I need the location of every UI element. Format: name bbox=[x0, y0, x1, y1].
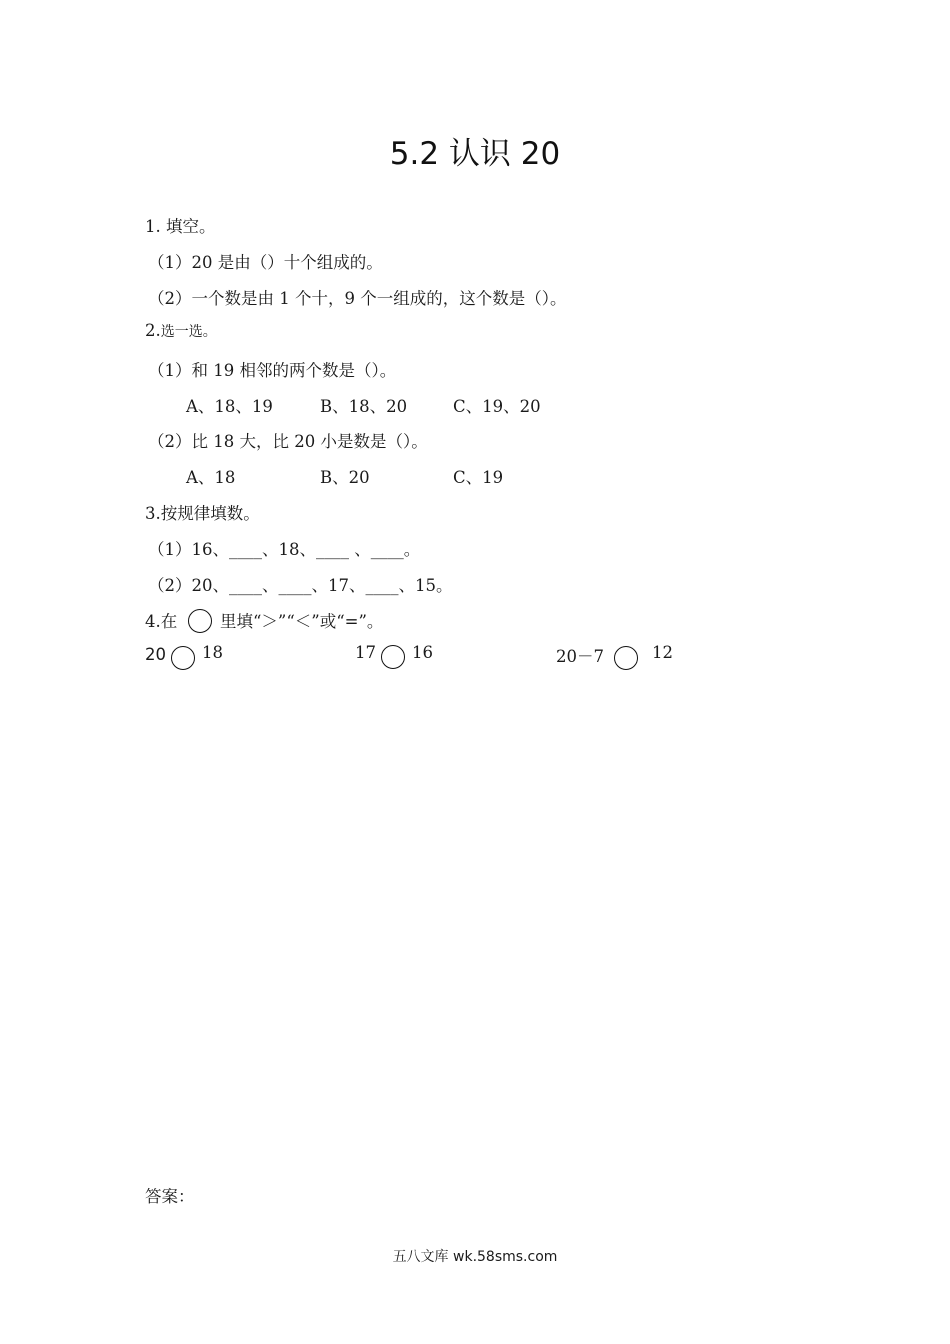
q3-item-2: （2）20、____、____、17、____、15。 bbox=[148, 576, 453, 595]
q4-pair-3-right: 12 bbox=[652, 643, 673, 662]
q4-pair-3-left: 20－7 bbox=[556, 647, 604, 666]
q4-heading-prefix: 4.在 bbox=[145, 612, 178, 631]
q2-instruction: 选一选。 bbox=[160, 324, 217, 340]
q1-item-2: （2）一个数是由 1 个十，9 个一组成的，这个数是（）。 bbox=[148, 289, 567, 308]
q2-item-2-option-b: B、20 bbox=[320, 468, 370, 487]
q4-pair-3-blank-circle[interactable] bbox=[614, 646, 638, 670]
q1-heading: 1. 填空。 bbox=[145, 217, 216, 236]
q4-pair-1-left: 20 bbox=[145, 645, 166, 664]
comparison-circle-icon bbox=[188, 609, 212, 633]
answers-label: 答案： bbox=[145, 1187, 195, 1206]
q4-pair-1-right: 18 bbox=[202, 643, 223, 662]
q2-item-1-option-a: A、18、19 bbox=[186, 397, 273, 416]
q3-item-1: （1）16、____、18、____ 、____。 bbox=[148, 540, 421, 559]
q1-item-1: （1）20 是由（）十个组成的。 bbox=[148, 253, 383, 272]
q2-number: 2. bbox=[145, 321, 161, 340]
q3-heading: 3.按规律填数。 bbox=[145, 504, 260, 523]
q4-pair-2-right: 16 bbox=[412, 643, 433, 662]
q4-pair-2-left: 17 bbox=[355, 643, 376, 662]
footer-watermark: 五八文库 wk.58sms.com bbox=[392, 1249, 558, 1265]
q2-item-2-option-a: A、18 bbox=[186, 468, 236, 487]
q4-pair-1-blank-circle[interactable] bbox=[171, 646, 195, 670]
q2-heading bbox=[145, 321, 217, 341]
q2-item-1-option-b: B、18、20 bbox=[320, 397, 408, 416]
q4-pair-2-blank-circle[interactable] bbox=[381, 645, 405, 669]
page-title: 5.2 认识 20 bbox=[389, 136, 561, 172]
q2-item-2-option-c: C、19 bbox=[453, 468, 504, 487]
q4-heading-suffix: 里填“＞”“＜”或“=”。 bbox=[220, 612, 384, 631]
q2-item-1-stem: （1）和 19 相邻的两个数是（）。 bbox=[148, 361, 397, 380]
q2-item-1-option-c: C、19、20 bbox=[453, 397, 541, 416]
q2-item-2-stem: （2）比 18 大，比 20 小是数是（）。 bbox=[148, 432, 428, 451]
